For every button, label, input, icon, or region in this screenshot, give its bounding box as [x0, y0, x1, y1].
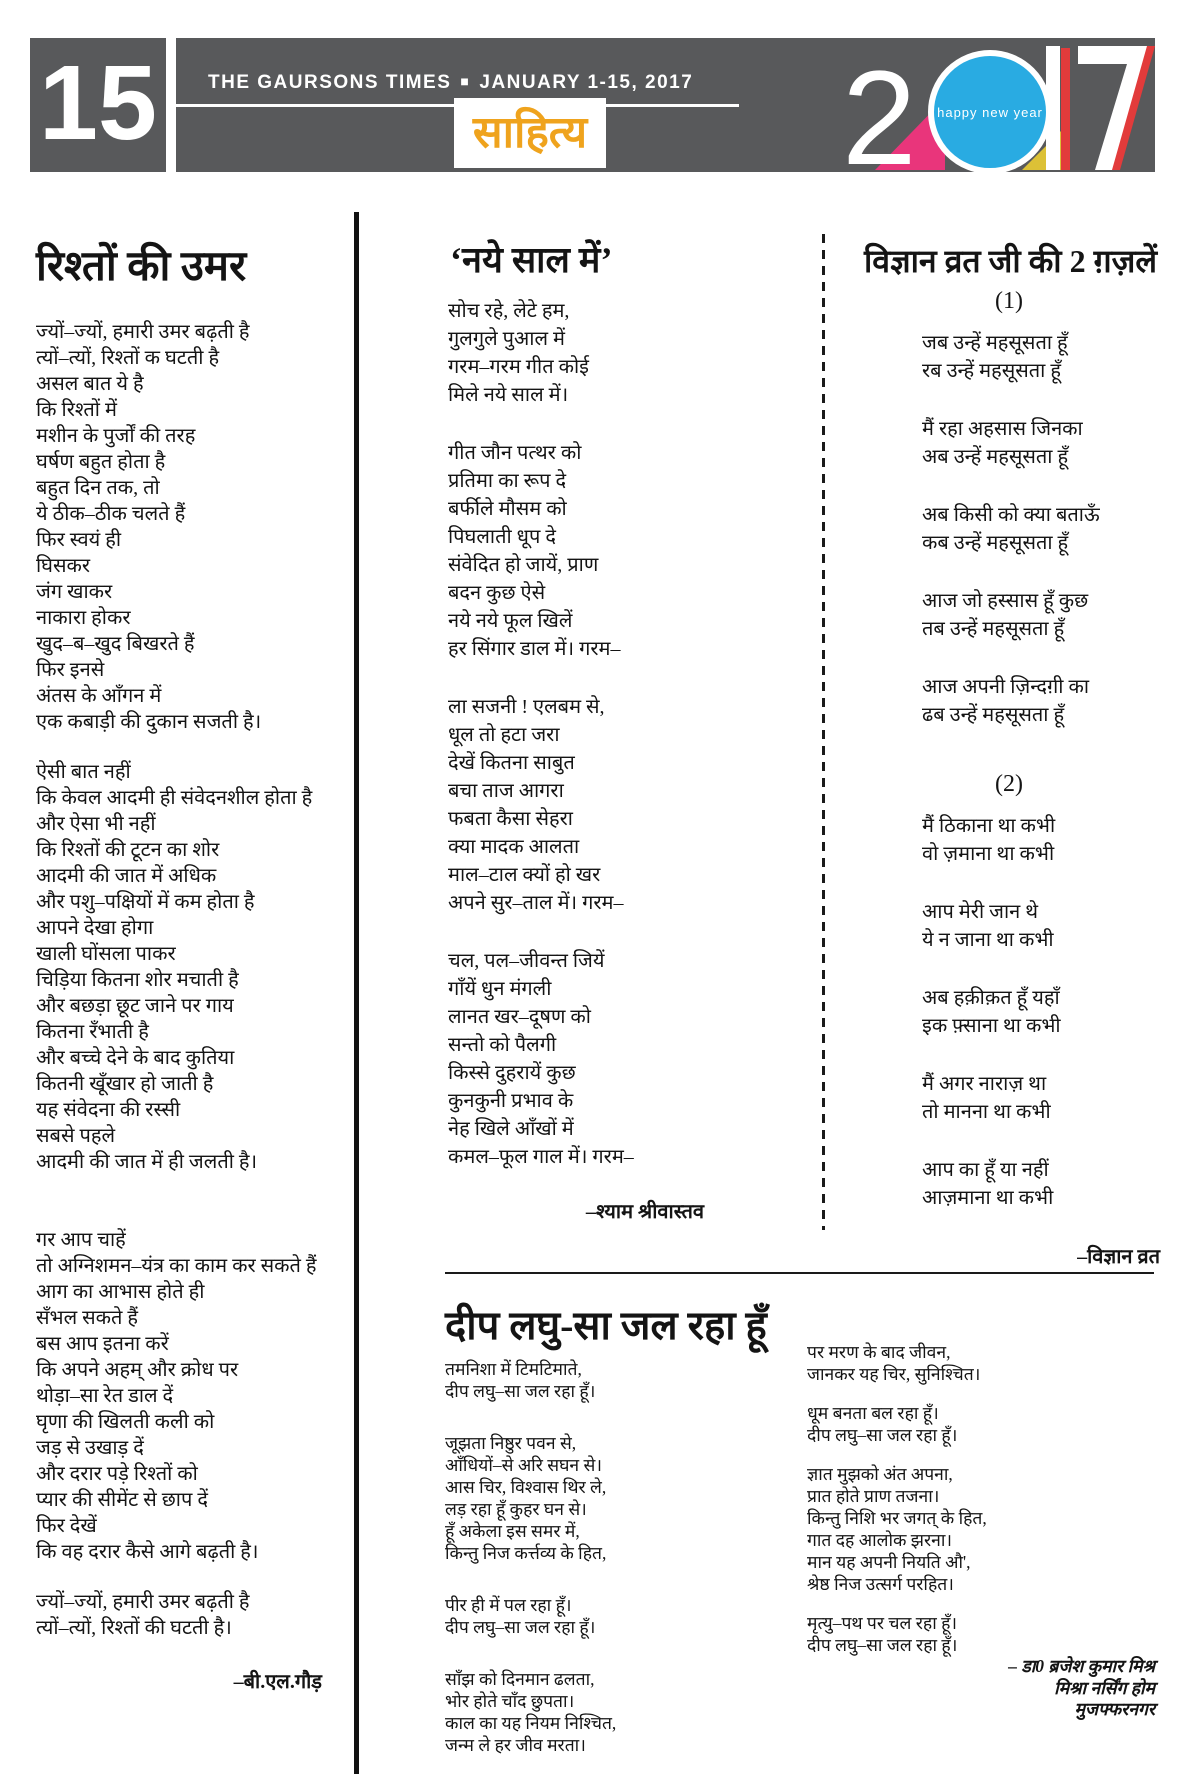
poem-line: तो अग्निशमन–यंत्र का काम कर सकते हैं	[36, 1255, 317, 1278]
poem-line: बचा ताज आगरा	[448, 780, 564, 803]
poem-line: नये नये फूल खिलें	[448, 610, 573, 633]
poem-line: आज़माना था कभी	[922, 1187, 1054, 1210]
poem-line: और पशु–पक्षियों में कम होता है	[36, 891, 255, 914]
poem-line: मैं अगर नाराज़ था	[922, 1073, 1047, 1096]
poem-line: जंग खाकर	[36, 581, 113, 604]
poem-line: खाली घोंसला पाकर	[36, 943, 176, 966]
poem-line: सोच रहे, लेटे हम,	[448, 300, 570, 323]
poem-line: कि अपने अहम् और क्रोध पर	[36, 1359, 239, 1382]
poem-line: सँभल सकते हैं	[36, 1307, 139, 1330]
poem-line: लानत खर–दूषण को	[448, 1006, 591, 1029]
logo-digit-1	[1046, 46, 1060, 170]
poem-line: जन्म ले हर जीव मरता।	[445, 1735, 586, 1755]
poem-line: असल बात ये है	[36, 373, 144, 396]
section-title-box	[454, 98, 606, 168]
poem-line: घृणा की खिलती कली को	[36, 1411, 215, 1434]
poem-line: और दरार पड़े रिश्तों को	[36, 1463, 198, 1486]
poem-author-block	[807, 1656, 1155, 1721]
poem-body-right	[807, 1341, 1155, 1656]
masthead-title: THE GAURSONS TIMES	[208, 72, 452, 93]
poem-line: और बच्चे देने के बाद कुतिया	[36, 1047, 235, 1070]
poem-line: कितना रँभाती है	[36, 1021, 149, 1044]
poem-title: ‘नये साल में’	[450, 240, 613, 280]
poem-body	[36, 319, 336, 1641]
section-title: साहित्य	[472, 108, 588, 157]
poem-line: आज अपनी ज़िन्दग़ी का	[922, 676, 1089, 699]
logo-digit-1-red-accent	[1061, 48, 1070, 170]
masthead-date: JANUARY 1-15, 2017	[479, 72, 694, 93]
poem-line: किन्तु निशि भर जगत् के हित,	[807, 1508, 987, 1528]
poem-line: कितनी खूँखार हो जाती है	[36, 1073, 214, 1096]
poem-line: और ऐसा भी नहीं	[36, 813, 156, 836]
poem-line: धूम बनता बल रहा हूँ।	[807, 1403, 939, 1423]
couplet	[922, 415, 1160, 471]
masthead	[208, 72, 693, 94]
poem-line: हर सिंगार डाल में। गरम–	[448, 638, 621, 661]
poem-line: हूँ अकेला इस समर में,	[445, 1521, 580, 1541]
stanza	[448, 297, 712, 409]
poem-line: ज्यों–ज्यों, हमारी उमर बढ़ती है	[36, 1591, 250, 1614]
couplet	[922, 984, 1160, 1040]
poem-line: बदन कुछ ऐसे	[448, 582, 546, 605]
stanza	[807, 1463, 1155, 1595]
logo-digit-2: 2	[842, 44, 917, 172]
poem-title: रिश्तों की उमर	[36, 244, 247, 290]
logo-message: happy new year	[937, 105, 1043, 120]
poem-line: नेह खिले आँखों में	[448, 1118, 574, 1141]
poem-line: आज जो हस्सास हूँ कुछ	[922, 590, 1089, 613]
poem-line: मुजफ्फरनगर	[1074, 1699, 1155, 1719]
couplet	[922, 673, 1160, 729]
poem-line: ढब उन्हें महसूसता हूँ	[922, 704, 1065, 727]
poem-line: दीप लघु–सा जल रहा हूँ।	[807, 1635, 958, 1655]
poem-line: घिसकर	[36, 555, 91, 578]
poem-line: बर्फीले मौसम को	[448, 498, 567, 521]
stanza	[445, 1432, 735, 1564]
poem-line: प्यार की सीमेंट से छाप दें	[36, 1489, 208, 1512]
poem-line: लड़ रहा हूँ कुहर घन से।	[445, 1499, 587, 1519]
poem-line: कि वह दरार कैसे आगे बढ़ती है।	[36, 1541, 259, 1564]
poem-line: घर्षण बहुत होता है	[36, 451, 166, 474]
poem-line: किस्से दुहरायें कुछ	[448, 1062, 576, 1085]
poem-line: अंतस के आँगन में	[36, 685, 162, 708]
stanza	[448, 947, 712, 1171]
poem-line: फिर इनसे	[36, 659, 105, 682]
poem-line: नाकारा होकर	[36, 607, 131, 630]
poem-line: क्या मादक आलता	[448, 836, 580, 859]
stanza	[36, 759, 336, 1175]
couplet	[922, 329, 1160, 385]
poem-line: जब उन्हें महसूसता हूँ	[922, 332, 1068, 355]
stanza	[448, 439, 712, 663]
poem-title: विज्ञान व्रत जी की 2 ग़ज़लें	[864, 243, 1158, 279]
poem-title: दीप लघु-सा जल रहा हूँ	[445, 1303, 767, 1348]
poem-line: एक कबाड़ी की दुकान सजती है।	[36, 711, 262, 734]
couplet	[922, 1156, 1160, 1212]
poem-line: अब उन्हें महसूसता हूँ	[922, 446, 1069, 469]
poem-line: रब उन्हें महसूसता हूँ	[922, 360, 1061, 383]
poem-line: पिघलाती धूप दे	[448, 526, 556, 549]
poem-line: गाँयें धुन मंगली	[448, 978, 552, 1001]
poem-line: जूझता निष्ठुर पवन से,	[445, 1433, 577, 1453]
poem-line: कुनकुनी प्रभाव के	[448, 1090, 574, 1113]
poem-line: मशीन के पुर्जों की तरह	[36, 425, 196, 448]
couplet	[922, 812, 1160, 868]
poem-line: और बछड़ा छूट जाने पर गाय	[36, 995, 234, 1018]
poem-line: गीत जौन पत्थर को	[448, 442, 582, 465]
poem-line: थोड़ा–सा रेत डाल दें	[36, 1385, 174, 1408]
poem-line: धूल तो हटा जरा	[448, 724, 560, 747]
couplet	[922, 898, 1160, 954]
couplet	[922, 501, 1160, 557]
poem-line: मृत्यु–पथ पर चल रहा हूँ।	[807, 1613, 958, 1633]
poem-body	[448, 297, 712, 1171]
poem-body-left	[445, 1358, 735, 1756]
stanza	[36, 319, 336, 735]
poem-line: दीप लघु–सा जल रहा हूँ।	[445, 1617, 596, 1637]
poem-line: माल–टाल क्यों हो खर	[448, 864, 601, 887]
poem-line: जानकर यह चिर, सुनिश्चित।	[807, 1364, 981, 1384]
poem-line: त्यों–त्यों, रिश्तों क घटती है	[36, 347, 220, 370]
column-divider-dashed	[822, 234, 825, 1230]
poem-line: अब हक़ीक़त हूँ यहाँ	[922, 987, 1060, 1010]
column-divider-solid	[354, 212, 359, 1774]
poem-line: श्रेष्ठ निज उत्सर्ग परहित।	[807, 1574, 954, 1594]
couplet	[922, 1070, 1160, 1126]
stanza	[445, 1668, 735, 1756]
page-number-box	[30, 38, 166, 172]
bottom-section-rule	[445, 1272, 1154, 1274]
poem-line: फबता कैसा सेहरा	[448, 808, 573, 831]
poem-line: अब किसी को क्या बताऊँ	[922, 504, 1100, 527]
poem-line: तमनिशा में टिमटिमाते,	[445, 1359, 582, 1379]
poem-line: मैं ठिकाना था कभी	[922, 815, 1056, 838]
poem-line: आँधियों–से अरि सघन से।	[445, 1455, 602, 1475]
poem-line: आपने देखा होगा	[36, 917, 154, 940]
ghazals-vigyan-vrat	[858, 242, 1160, 1269]
poem-line: मिश्रा नर्सिंग होम	[1054, 1677, 1155, 1698]
ghazal-section-label: (2)	[995, 771, 1023, 798]
stanza	[36, 1227, 336, 1565]
poem-line: ऐसी बात नहीं	[36, 761, 131, 784]
poem-author: –बी.एल.गौड़	[233, 1671, 322, 1694]
poem-line: आग का आभास होते ही	[36, 1281, 205, 1304]
poem-line: जड़ से उखाड़ दें	[36, 1437, 144, 1460]
ghazal-body	[858, 288, 1160, 1212]
poem-line: पीर ही में पल रहा हूँ।	[445, 1595, 572, 1615]
couplet	[922, 587, 1160, 643]
poem-line: आप का हूँ या नहीं	[922, 1159, 1049, 1182]
poem-line: प्रात होते प्राण तजना।	[807, 1486, 940, 1506]
poem-line: बहुत दिन तक, तो	[36, 477, 160, 500]
bullet-separator-icon: ■	[460, 73, 471, 89]
poem-line: साँझ को दिनमान ढलता,	[445, 1669, 595, 1689]
poem-line: गुलगुले पुआल में	[448, 328, 565, 351]
poem-line: मैं रहा अहसास जिनका	[922, 418, 1083, 441]
poem-line: देखें कितना साबुत	[448, 752, 575, 775]
poem-line: त्यों–त्यों, रिश्तों की घटती है।	[36, 1617, 232, 1640]
new-year-2017-logo	[770, 40, 1155, 172]
poem-line: आप मेरी जान थे	[922, 901, 1039, 924]
poem-line: कि केवल आदमी ही संवेदनशील होता है	[36, 787, 313, 810]
header-bar	[176, 38, 1155, 172]
poem-line: ये ठीक–ठीक चलते हैं	[36, 503, 186, 526]
poem-line: फिर देखें	[36, 1515, 97, 1538]
poem-line: गरम–गरम गीत कोई	[448, 356, 589, 379]
poem-line: यह संवेदना की रस्सी	[36, 1099, 181, 1122]
poem-line: ज्ञात मुझको अंत अपना,	[807, 1464, 953, 1484]
poem-line: कब उन्हें महसूसता हूँ	[922, 532, 1069, 555]
poem-line: – डा0 ब्रजेश कुमार मिश्र	[1008, 1656, 1155, 1676]
poem-line: तो मानना था कभी	[922, 1101, 1051, 1124]
poem-line: कि रिश्तों में	[36, 399, 117, 422]
poem-line: फिर स्वयं ही	[36, 529, 122, 552]
poem-line: पर मरण के बाद जीवन,	[807, 1342, 951, 1362]
poem-naye-saal-mein	[448, 240, 712, 1224]
poem-line: भोर होते चाँद छुपता।	[445, 1691, 575, 1711]
poem-line: दीप लघु–सा जल रहा हूँ।	[807, 1425, 958, 1445]
poem-line: गात दह आलोक झरना।	[807, 1530, 953, 1550]
poem-line: सन्तो को पैलगी	[448, 1034, 557, 1057]
poem-line: आदमी की जात में ही जलती है।	[36, 1151, 258, 1174]
poem-line: तब उन्हें महसूसता हूँ	[922, 618, 1065, 641]
poem-line: खुद–ब–खुद बिखरते हैं	[36, 633, 195, 656]
poem-line: संवेदित हो जायें, प्राण	[448, 554, 599, 577]
poem-line: आदमी की जात में अधिक	[36, 865, 217, 888]
poem-line: गर आप चाहें	[36, 1229, 126, 1252]
poem-line: मिले नये साल में।	[448, 384, 569, 407]
poem-line: चिड़िया कितना शोर मचाती है	[36, 969, 239, 992]
poem-line: इक फ़्साना था कभी	[922, 1015, 1061, 1038]
stanza	[807, 1612, 1155, 1656]
poem-line: वो ज़माना था कभी	[922, 843, 1055, 866]
poem-line: आस चिर, विश्वास थिर ले,	[445, 1477, 607, 1497]
poem-line: कि रिश्तों की टूटन का शोर	[36, 839, 220, 862]
poem-line: ज्यों–ज्यों, हमारी उमर बढ़ती है	[36, 321, 250, 344]
poem-author: –विज्ञान व्रत	[1077, 1246, 1160, 1269]
poem-line: ला सजनी ! एलबम से,	[448, 696, 605, 719]
poem-line: चल, पल–जीवन्त जियें	[448, 950, 605, 973]
poem-line: दीप लघु–सा जल रहा हूँ।	[445, 1381, 596, 1401]
poem-line: सबसे पहले	[36, 1125, 115, 1148]
poem-line: ये न जाना था कभी	[922, 929, 1054, 952]
stanza	[807, 1341, 1155, 1385]
stanza	[807, 1402, 1155, 1446]
poem-line: किन्तु निज कर्त्तव्य के हित,	[445, 1543, 607, 1563]
stanza	[445, 1358, 735, 1402]
stanza	[448, 693, 712, 917]
poem-line: प्रतिमा का रूप दे	[448, 470, 567, 493]
ghazal-section-label: (1)	[995, 288, 1023, 315]
poem-line: मान यह अपनी नियति औ',	[807, 1552, 971, 1572]
stanza	[445, 1594, 735, 1638]
poem-rishton-ki-umar	[36, 243, 336, 1694]
poem-author: –श्याम श्रीवास्तव	[585, 1201, 704, 1224]
poem-line: काल का यह नियम निश्चित,	[445, 1713, 617, 1733]
poem-line: बस आप इतना करें	[36, 1333, 169, 1356]
poem-line: अपने सुर–ताल में। गरम–	[448, 892, 624, 915]
page-number: 15	[39, 44, 157, 162]
poem-line: कमल–फूल गाल में। गरम–	[448, 1146, 634, 1169]
stanza	[36, 1589, 336, 1641]
